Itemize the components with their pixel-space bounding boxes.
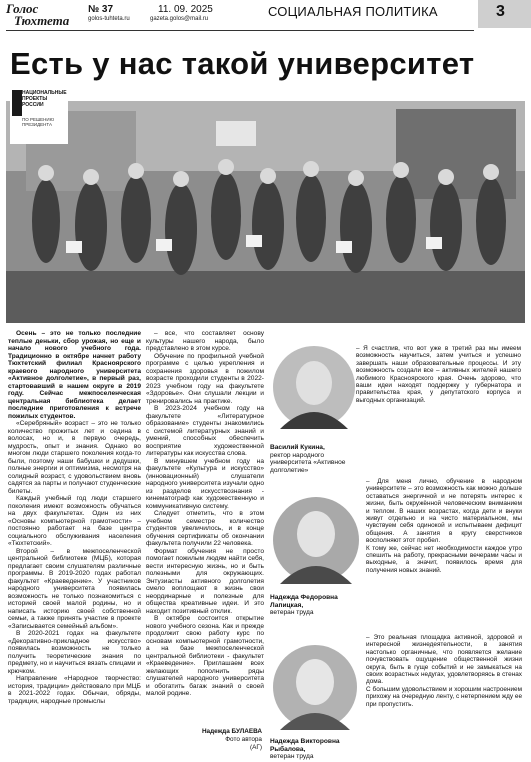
article-paragraph: «Серебряный» возраст – это не только количество прожитых лет и седина в волосах, но и, в первую очередь, мудрость, опыт и знания. Однако во многом люди старшего поколения когда-то были, поэтому наши бабушки и дедушки, полные энергии и оптимизма, несмотря на солидный возраст, с удовольствием вновь садятся за парты и получают студенческие билеты. bbox=[8, 420, 141, 495]
article-paragraph: В 2023-2024 учебном году на факультете «Литературное образование» студенты знакомились с системой литературных знаний и умений, способных обеспечить восприятие художественной литературы как искусства слова. bbox=[146, 405, 264, 457]
quote-2-role: ветеран труда bbox=[270, 609, 314, 617]
quote-3-role: ветеран труда bbox=[270, 753, 314, 761]
quote-3-text: – Это реальная площадка активной, здоровой и интересной жизнедеятельности, в занятия настолько органичные, что появляется желание почувствовать ощущение общественной жизни округа, быть в гуще событий и не замыкаться на своих возрастных недугах, удовлетворяясь в стенах дома. С большим удовольствием и хорошим настроением прихожу на очередную ленту, с нетерпением жду ее при пропустить. bbox=[366, 634, 522, 708]
portrait-lapitskaya bbox=[272, 496, 360, 584]
article-paragraph: Направление «Народное творчество: история, традиции» действовало при МЦБ в 2021-2022 годах. Обычаи, обряды, традиции, народные промыслы bbox=[8, 675, 141, 705]
portrait-rybalova bbox=[272, 644, 358, 730]
badge-subtitle bbox=[22, 117, 54, 127]
article-column-1 bbox=[8, 330, 141, 760]
article-paragraph: Следует отметить, что в этом учебном семестре количество студентов увеличилось, и в конце обучения сертификаты об окончании факультета получили 22 человека. bbox=[146, 510, 264, 547]
header-divider bbox=[6, 30, 474, 31]
article-paragraph: В октябре состоится открытие нового учебного сезона. Как и прежде продолжит свою работу курс по основам компьютерной грамотности, а на базе межпоселенческой центральной библиотеки - факультет «Краеведение». Приглашаем всех желающих пополнить ряды слушателей народного университета и обогатить багаж знаний о своей малой родине. bbox=[146, 615, 264, 697]
page-number: 3 bbox=[496, 3, 505, 20]
badge-sub-line: ПО РЕШЕНИЮ bbox=[22, 117, 55, 122]
quote-2-text: – Для меня лично, обучение в народном университете – это возможность как можно дольше оставаться энергичной и не потерять интерес к жизни, быть окружённой человеческим вниманием и теплом. В наших возрастах, когда дети и внуки живут отдельно и на чисто материальном, мы чувствуем себя одинокой и испытываем дефицит общения. А занятия в кругу сверстников восполняют этот пробел. К тому же, сейчас нет необходимости каждое утро спешить на работу, прекрасными вечерами часы и выходные, а значит, появилось время для получения новых знаний. bbox=[366, 478, 522, 574]
badge-sub-line: ПРЕЗИДЕНТА bbox=[22, 122, 52, 127]
article-paragraph: Второй – в межпоселенческой центральной библиотеке (МЦБ), которая предлагает своим слушателям различные программы. В 2019-2020 годах работал факультет «Краеведение». У участников народного университета появилась возможность не только познакомиться с историей своей малой родины, но и написать историю своей собственной семьи, а также принять участие в проекте «Записывается семейный альбом». bbox=[8, 547, 141, 630]
author-name: Надежда БУЛАЕВА bbox=[201, 728, 262, 735]
quote-1-name: Василий Кукина, bbox=[270, 444, 325, 451]
quote-1-role: ректор народного университета «Активное долголетие» bbox=[270, 451, 346, 474]
group-photo bbox=[6, 101, 525, 323]
email: gazeta.golos@mail.ru bbox=[150, 16, 209, 22]
site-url: golos-tuhteta.ru bbox=[88, 16, 130, 22]
quote-3-caption bbox=[270, 738, 370, 761]
issue-number: № 37 bbox=[88, 4, 114, 15]
quote-1-text: – Я счастлив, что вот уже в третий раз мы имеем возможность научиться, затем учиться и успешно завершать наши образовательные процессы. И эту возможность создали все – активных жителей нашего любимого Красноярского края. Очень здорово, что ваши идеи находят поддержку у губернатора и правительства края, у депутатского корпуса и выгодных организаций. bbox=[356, 345, 521, 404]
badge-line: РОССИИ bbox=[22, 102, 44, 108]
issue-date: 11. 09. 2025 bbox=[158, 4, 213, 15]
article-lead: Осень – это не только последние теплые деньки, сбор урожая, но еще и начало нового учебного года. Традиционно в октябре начнет работу Тюхтетский филиал Красноярского краевого народного университета «Активное долголетие», в первый раз, стартовавший в нашем округе в 2019 году. Сейчас межпоселенческая центральная библиотека делает последние приготовления к встрече пожилых студентов. bbox=[8, 330, 141, 420]
badge-line: ПРОЕКТЫ bbox=[22, 96, 48, 102]
article-paragraph: Обучение по профильной учебной программе с целью укрепления и сохранения здоровья в пожилом возрасте проходили студенты в 2022-2023 учебном году на факультете «Здоровье». Они слушали лекции и тренировались на практике. bbox=[146, 352, 264, 405]
quote-3-name: Надежда Викторовна Рыбалова, bbox=[270, 738, 340, 753]
article-paragraph: Формат обучения не просто помогает пожилым людям найти себя, вести интересную жизнь, но и быть полезными для окружающих. Энтузиасты активного долголетия смело воплощают в жизнь свои неординарные и полезные для общества креативные идеи. И это находит позитивный отклик. bbox=[146, 547, 264, 615]
article-paragraph: В минувшем учебном году на факультете «Культура и искусство» (инновационный) слушатели народного университета изучали одно из разделов искусствознания - кинематограф как художественную и коммуникативную систему. bbox=[146, 457, 264, 510]
portrait-kukin bbox=[272, 345, 356, 429]
article-paragraph: В 2020-2021 годах на факультете «Декоративно-прикладное искусство» появилась возможность не только получить теоретические знания по предмету, но и научиться вязать спицами и крючком. bbox=[8, 630, 141, 675]
article-column-2 bbox=[146, 330, 264, 750]
badge-title bbox=[22, 90, 72, 108]
article-paragraph: – все, что составляет основу культуры нашего народа, было представлено в этом курсе. bbox=[146, 330, 264, 352]
newspaper-logo-line2: Тюхтета bbox=[14, 13, 70, 28]
section-title: СОЦИАЛЬНАЯ ПОЛИТИКА bbox=[268, 4, 438, 19]
quote-1-caption bbox=[270, 444, 362, 474]
article-paragraph: Каждый учебный год люди старшего поколения имеют возможность обучаться на двух факультетах. Один из них «Основы компьютерной грамотности» – постоянно работает на базе центра социального обслуживания населения «Тюхтетский». bbox=[8, 495, 141, 547]
photo-credit: Фото автора bbox=[225, 736, 262, 743]
quote-2-name: Надежда Федоровна Лапицкая, bbox=[270, 594, 338, 609]
badge-line: НАЦИОНАЛЬНЫЕ bbox=[22, 90, 67, 96]
quote-2-caption bbox=[270, 594, 362, 617]
article-title: Есть у нас такой университет bbox=[10, 46, 475, 81]
agency-code: (АГ) bbox=[250, 744, 262, 751]
newspaper-logo-line1: Голос bbox=[6, 1, 39, 16]
